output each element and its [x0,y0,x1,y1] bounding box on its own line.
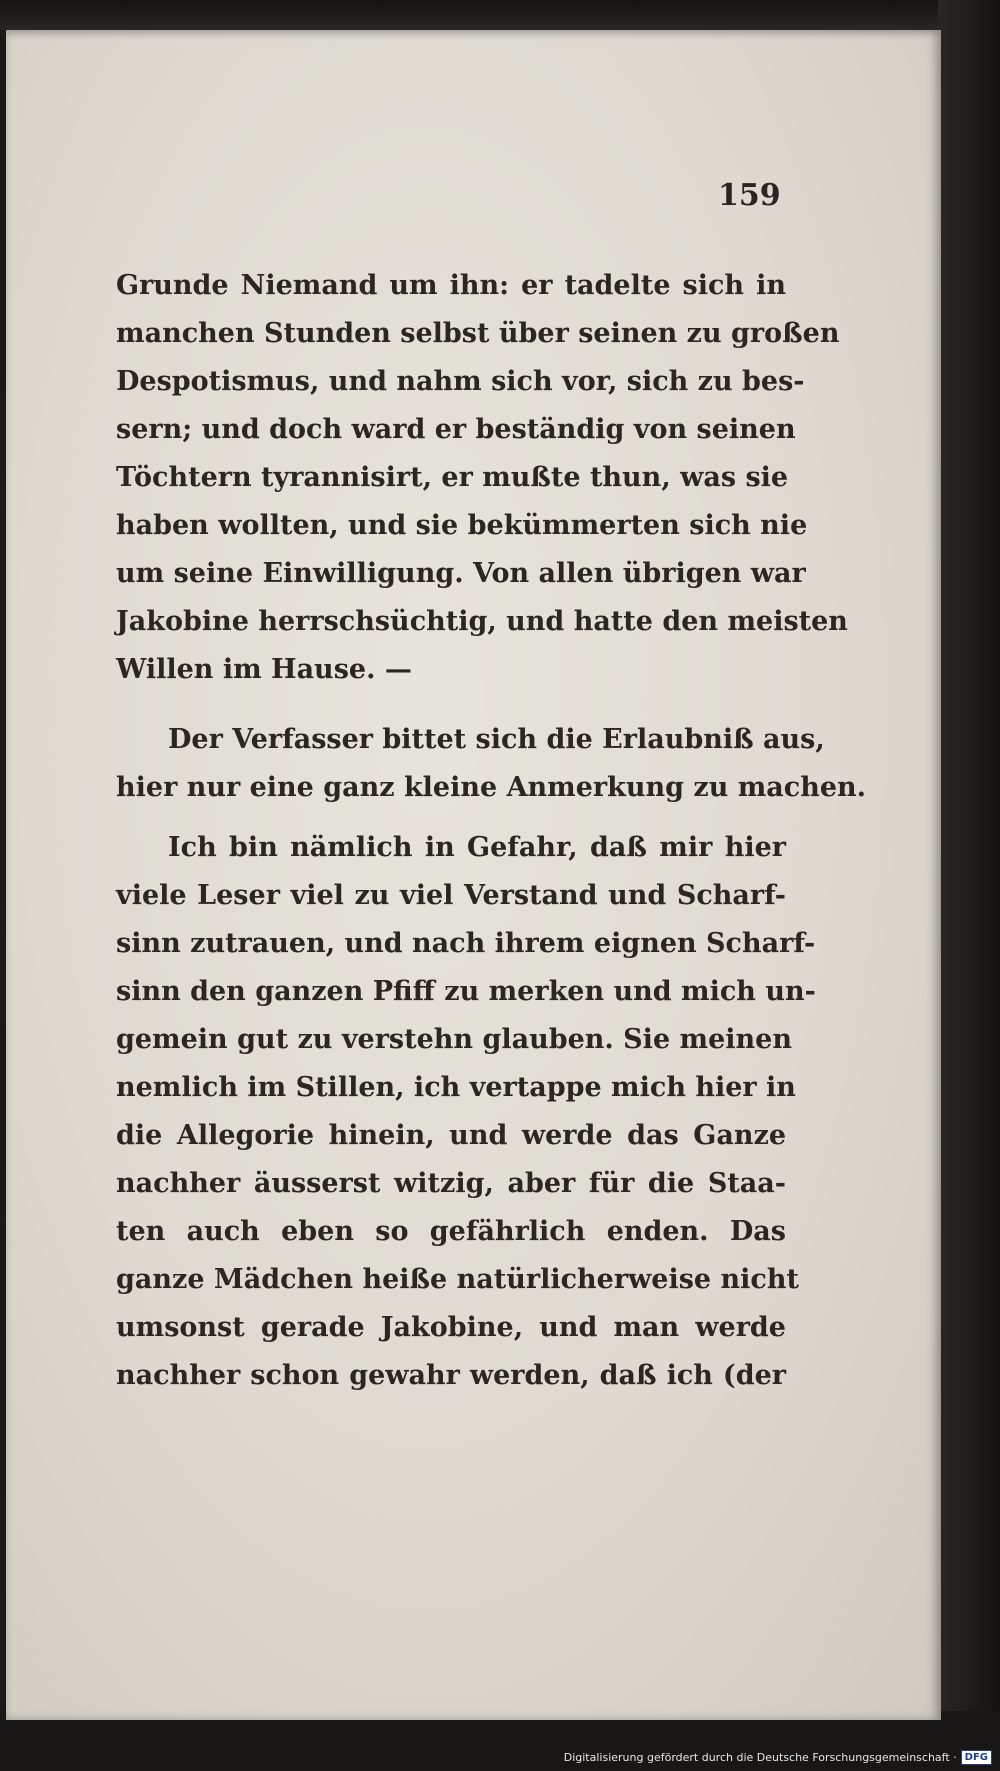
text-line: nemlich im Stillen, ich vertappe mich hier in [116,1072,796,1103]
text-line: hier nur eine ganz kleine Anmerkung zu machen. [116,772,867,803]
credit-text: Digitalisierung gefördert durch die Deutsche Forschungsgemeinschaft · [563,1751,957,1764]
text-line: sinn zutrauen, und nach ihrem eignen Scharf- [116,928,816,959]
dfg-logo-icon: DFG [961,1750,992,1765]
text-line: nachher schon gewahr werden, daß ich (der [116,1360,786,1391]
text-line: viele Leser viel zu viel Verstand und Scharf- [116,880,786,911]
text-line: Jakobine herrschsüchtig, und hatte den meisten [116,606,848,637]
page-number: 159 [718,178,781,213]
text-line: sinn den ganzen Pfiff zu merken und mich un- [116,976,816,1007]
page-text [116,262,867,1400]
digitization-credit [564,1750,992,1765]
text-line: Willen im Hause. — [116,654,412,685]
scanner-frame-top [0,0,1000,30]
text-line: sern; und doch ward er beständig von seinen [116,414,796,445]
paragraph-1 [116,262,848,694]
book-page [6,30,941,1720]
text-line: um seine Einwilligung. Von allen übrigen war [116,558,806,589]
text-line: Der Verfasser bittet sich die Erlaubniß aus, [168,724,825,755]
scanner-frame-right [938,0,1000,1771]
text-line: haben wollten, und sie bekümmerten sich nie [116,510,808,541]
text-line: manchen Stunden selbst über seinen zu großen [116,318,840,349]
text-line: Grunde Niemand um ihn: er tadelte sich in [116,270,786,301]
text-line: gemein gut zu verstehn glauben. Sie meinen [116,1024,792,1055]
text-line: Despotismus, und nahm sich vor, sich zu bes- [116,366,805,397]
text-line: ten auch eben so gefährlich enden. Das [116,1216,786,1247]
text-line: die Allegorie hinein, und werde das Ganze [116,1120,786,1151]
paragraph-2 [116,716,867,812]
text-line: Ich bin nämlich in Gefahr, daß mir hier [168,832,786,863]
text-line: ganze Mädchen heiße natürlicherweise nicht [116,1264,799,1295]
text-line: Töchtern tyrannisirt, er mußte thun, was sie [116,462,789,493]
text-line: nachher äusserst witzig, aber für die Staa- [116,1168,786,1199]
text-line: umsonst gerade Jakobine, und man werde [116,1312,786,1343]
paragraph-3 [116,824,816,1400]
